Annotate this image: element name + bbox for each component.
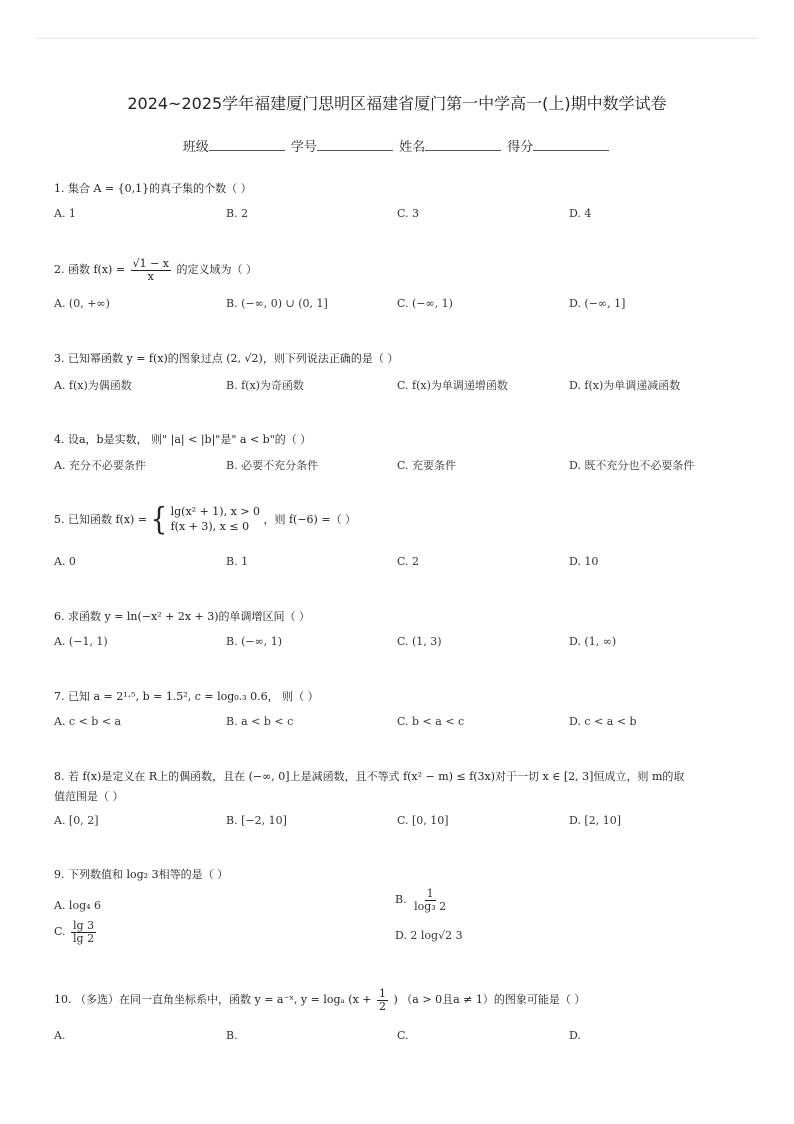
- q2-option-a[interactable]: A. (0, +∞): [54, 297, 110, 310]
- question-7-stem: 7. 已知 a = 2¹·⁵, b = 1.5², c = log₀.₃ 0.6， 则（ ）: [54, 690, 319, 703]
- q8-option-b[interactable]: B. [−2, 10]: [226, 814, 287, 827]
- q5-option-b[interactable]: B. 1: [226, 555, 249, 568]
- q7-option-b[interactable]: B. a < b < c: [226, 715, 294, 728]
- q9-option-d[interactable]: D. 2 log√2 3: [395, 929, 463, 942]
- question-8-stem-line2: 值范围是（ ）: [54, 790, 124, 803]
- q3-option-d[interactable]: D. f(x)为单调递减函数: [569, 379, 681, 392]
- q8-option-d[interactable]: D. [2, 10]: [569, 814, 621, 827]
- q5-option-c[interactable]: C. 2: [397, 555, 420, 568]
- q9-option-a[interactable]: A. log₄ 6: [54, 899, 102, 912]
- q9-option-c[interactable]: C. $\frac{\lg 3}{\lg 2}$: [54, 919, 95, 945]
- piecewise-brace: {: [150, 501, 168, 538]
- q3-option-a[interactable]: A. f(x)为偶函数: [54, 379, 132, 392]
- q5-option-d[interactable]: D. 10: [569, 555, 599, 568]
- name-blank[interactable]: [425, 138, 501, 151]
- question-10-stem: 10. （多选）在同一直角坐标系中，函数 y = a⁻ˣ, y = logₐ (x + $\frac{1}{2}$ ) （a > 0且a ≠ 1）的图象可能是（ ）: [54, 987, 586, 1013]
- q9-option-b[interactable]: B. $\frac{1}{\text{log₃ 2}}$: [395, 887, 447, 913]
- q6-option-d[interactable]: D. (1, ∞): [569, 635, 617, 648]
- question-9-stem: 9. 下列数值和 log₂ 3相等的是（ ）: [54, 868, 229, 881]
- q2-option-d[interactable]: D. (−∞, 1]: [569, 297, 626, 310]
- q10-option-b[interactable]: B.: [226, 1029, 238, 1042]
- q9-c-fraction: $\frac{\lg 3}{\lg 2}$: [73, 919, 95, 945]
- q9-b-fraction: $\frac{1}{\text{log₃ 2}}$: [414, 887, 447, 913]
- number-label: 学号: [290, 140, 317, 155]
- q3-option-b[interactable]: B. f(x)为奇函数: [226, 379, 304, 392]
- q10-option-a[interactable]: A.: [54, 1029, 66, 1042]
- q10-option-c[interactable]: C.: [397, 1029, 409, 1042]
- q6-option-a[interactable]: A. (−1, 1): [54, 635, 108, 648]
- number-blank[interactable]: [317, 138, 393, 151]
- student-info-line: [0, 136, 794, 155]
- q10-option-d[interactable]: D.: [569, 1029, 581, 1042]
- q3-option-c[interactable]: C. f(x)为单调递增函数: [397, 379, 508, 392]
- q8-option-a[interactable]: A. [0, 2]: [54, 814, 99, 827]
- q1-option-d[interactable]: D. 4: [569, 207, 592, 220]
- q1-option-a[interactable]: A. 1: [54, 207, 76, 220]
- name-label: 姓名: [399, 140, 426, 155]
- q2-option-c[interactable]: C. (−∞, 1): [397, 297, 453, 310]
- question-4-stem: 4. 设a，b是实数， 则" |a| < |b|"是" a < b"的（ ）: [54, 433, 312, 446]
- q8-option-c[interactable]: C. [0, 10]: [397, 814, 449, 827]
- page-title: 2024~2025学年福建厦门思明区福建省厦门第一中学高一(上)期中数学试卷: [127, 94, 667, 113]
- q2-option-b[interactable]: B. (−∞, 0) ∪ (0, 1]: [226, 297, 328, 310]
- q7-option-a[interactable]: A. c < b < a: [54, 715, 122, 728]
- class-blank[interactable]: [209, 138, 285, 151]
- q2-fraction: $\frac{√1 - x}{x}$: [132, 257, 169, 283]
- top-divider: [36, 38, 758, 39]
- q6-option-b[interactable]: B. (−∞, 1): [226, 635, 283, 648]
- question-6-stem: 6. 求函数 y = ln(−x² + 2x + 3)的单调增区间（ ）: [54, 610, 311, 623]
- score-label: 得分: [507, 140, 534, 155]
- q7-option-c[interactable]: C. b < a < c: [397, 715, 465, 728]
- score-blank[interactable]: [533, 138, 609, 151]
- question-8-stem: 8. 若 f(x)是定义在 R上的偶函数，且在 (−∞, 0]上是减函数，且不等式 f(x² − m) ≤ f(3x)对于一切 x ∈ [2, 3]恒成立，则 m的取: [54, 770, 685, 783]
- question-3-stem: 3. 已知幂函数 y = f(x)的图象过点 (2, √2)，则下列说法正确的是（ ）: [54, 352, 399, 365]
- q10-fraction: $\frac{1}{2}$: [379, 987, 386, 1013]
- q1-option-b[interactable]: B. 2: [226, 207, 249, 220]
- class-label: 班级: [182, 140, 209, 155]
- q4-option-a[interactable]: A. 充分不必要条件: [54, 459, 146, 472]
- piecewise-cases: lg(x² + 1), x > 0 f(x + 3), x ≤ 0: [170, 505, 260, 533]
- question-5-stem: 5. 已知函数 f(x) = { lg(x² + 1), x > 0 f(x + 3), x ≤ 0 ，则 f(−6) =（ ）: [54, 501, 357, 538]
- q4-option-d[interactable]: D. 既不充分也不必要条件: [569, 459, 695, 472]
- question-2-stem: 2. 函数 f(x) = $\frac{√1 - x}{x}$ 的定义域为（ ）: [54, 257, 257, 283]
- q1-option-c[interactable]: C. 3: [397, 207, 420, 220]
- q5-option-a[interactable]: A. 0: [54, 555, 76, 568]
- q4-option-b[interactable]: B. 必要不充分条件: [226, 459, 319, 472]
- question-1-stem: 1. 集合 A = {0,1}的真子集的个数（ ）: [54, 182, 252, 195]
- q4-option-c[interactable]: C. 充要条件: [397, 459, 457, 472]
- q6-option-c[interactable]: C. (1, 3): [397, 635, 442, 648]
- q7-option-d[interactable]: D. c < a < b: [569, 715, 637, 728]
